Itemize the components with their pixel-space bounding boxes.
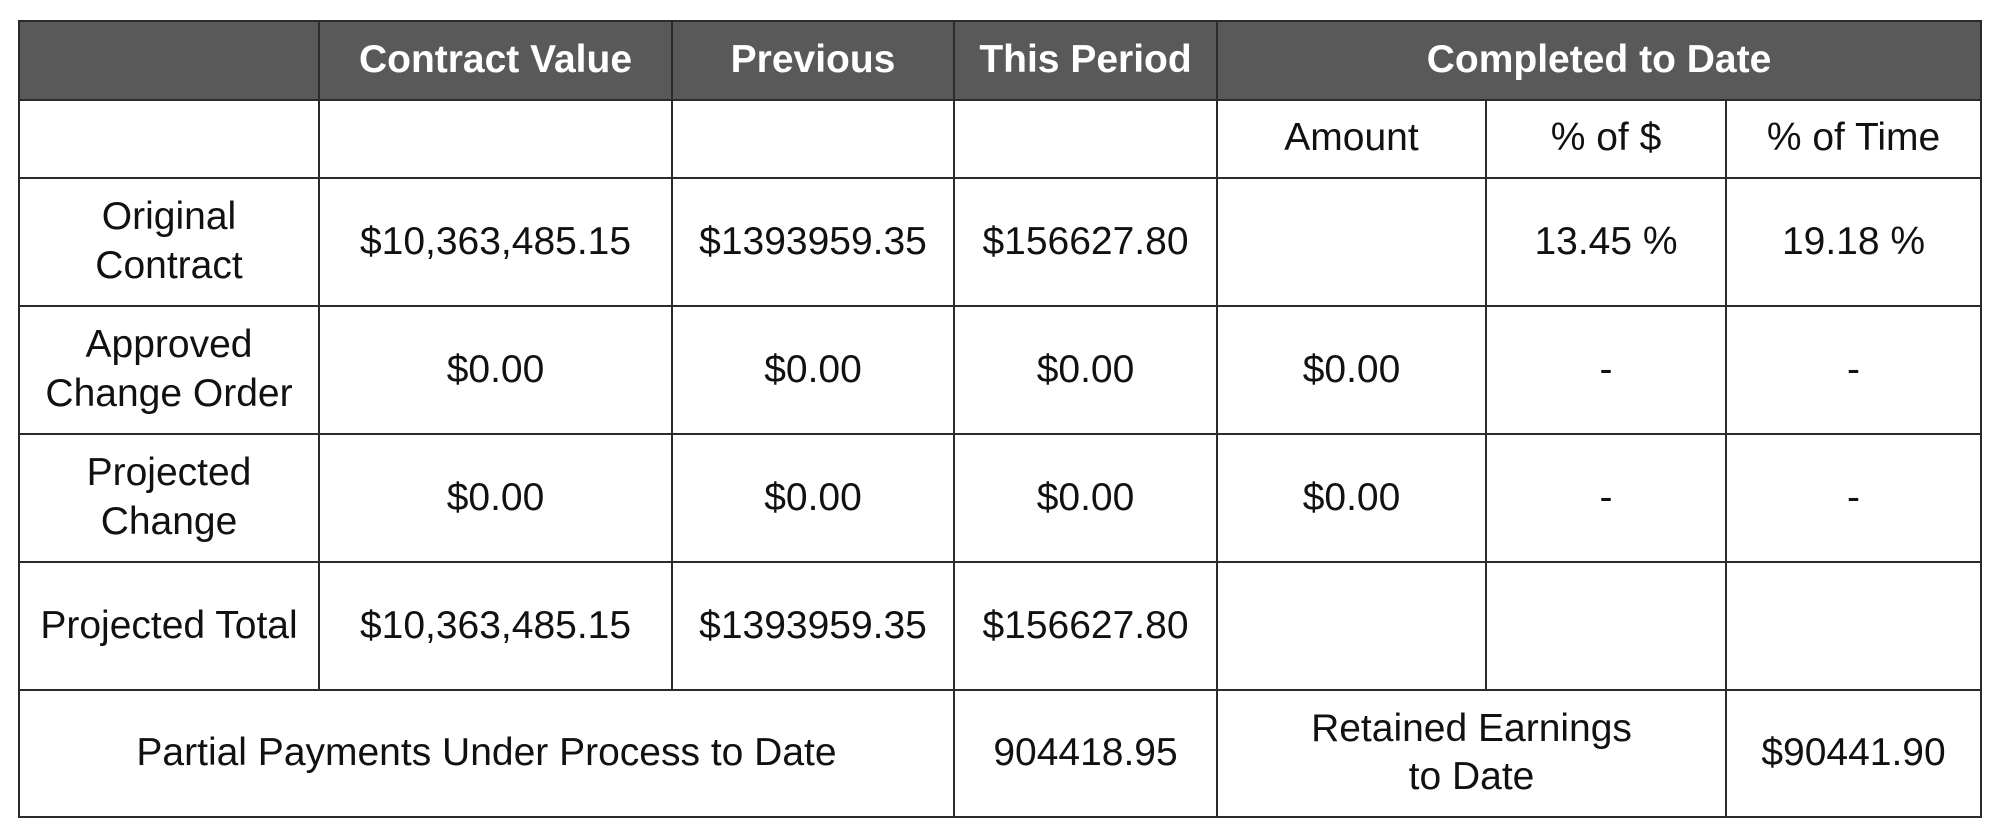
previous-cell: $1393959.35 bbox=[672, 178, 954, 306]
header-row bbox=[19, 21, 1981, 100]
pct-dollars-cell bbox=[1486, 562, 1726, 690]
table-row-projected-change bbox=[19, 434, 1981, 562]
header-blank-cell bbox=[19, 21, 319, 100]
subheader-empty-cell bbox=[954, 100, 1217, 179]
contract-value-cell: $0.00 bbox=[319, 434, 672, 562]
pct-time-cell: - bbox=[1726, 306, 1981, 434]
pct-dollars-cell: - bbox=[1486, 306, 1726, 434]
this-period-cell: $0.00 bbox=[954, 434, 1217, 562]
contract-value-cell: $10,363,485.15 bbox=[319, 562, 672, 690]
header-completed-to-date: Completed to Date bbox=[1217, 21, 1981, 100]
this-period-cell: $156627.80 bbox=[954, 178, 1217, 306]
previous-cell: $1393959.35 bbox=[672, 562, 954, 690]
pct-dollars-cell: - bbox=[1486, 434, 1726, 562]
amount-cell bbox=[1217, 178, 1486, 306]
row-label: Projected Total bbox=[19, 562, 319, 690]
amount-cell: $0.00 bbox=[1217, 306, 1486, 434]
footer-row bbox=[19, 690, 1981, 817]
this-period-cell: $156627.80 bbox=[954, 562, 1217, 690]
table-row-projected-total bbox=[19, 562, 1981, 690]
header-previous: Previous bbox=[672, 21, 954, 100]
pct-time-cell: 19.18 % bbox=[1726, 178, 1981, 306]
pct-time-cell: - bbox=[1726, 434, 1981, 562]
subheader-empty-cell bbox=[319, 100, 672, 179]
pct-time-cell bbox=[1726, 562, 1981, 690]
row-label: Projected Change bbox=[19, 434, 319, 562]
previous-cell: $0.00 bbox=[672, 434, 954, 562]
subheader-empty-cell bbox=[672, 100, 954, 179]
header-this-period: This Period bbox=[954, 21, 1217, 100]
retained-earnings-label bbox=[1217, 690, 1726, 817]
contract-value-cell: $10,363,485.15 bbox=[319, 178, 672, 306]
retained-earnings-label-line2: to Date bbox=[1408, 755, 1535, 799]
contract-summary-table bbox=[18, 20, 1982, 818]
row-label: Approved Change Order bbox=[19, 306, 319, 434]
subheader-row bbox=[19, 100, 1981, 179]
previous-cell: $0.00 bbox=[672, 306, 954, 434]
subheader-amount: Amount bbox=[1217, 100, 1486, 179]
amount-cell: $0.00 bbox=[1217, 434, 1486, 562]
row-label: Original Contract bbox=[19, 178, 319, 306]
table-row-approved-change-order bbox=[19, 306, 1981, 434]
partial-payments-value: 904418.95 bbox=[954, 690, 1217, 817]
header-contract-value: Contract Value bbox=[319, 21, 672, 100]
contract-value-cell: $0.00 bbox=[319, 306, 672, 434]
this-period-cell: $0.00 bbox=[954, 306, 1217, 434]
amount-cell bbox=[1217, 562, 1486, 690]
subheader-empty-cell bbox=[19, 100, 319, 179]
retained-earnings-label-line1: Retained Earnings bbox=[1311, 706, 1632, 750]
subheader-pct-dollars: % of $ bbox=[1486, 100, 1726, 179]
retained-earnings-value: $90441.90 bbox=[1726, 690, 1981, 817]
subheader-pct-time: % of Time bbox=[1726, 100, 1981, 179]
pct-dollars-cell: 13.45 % bbox=[1486, 178, 1726, 306]
partial-payments-label: Partial Payments Under Process to Date bbox=[19, 690, 954, 817]
table-row-original-contract bbox=[19, 178, 1981, 306]
